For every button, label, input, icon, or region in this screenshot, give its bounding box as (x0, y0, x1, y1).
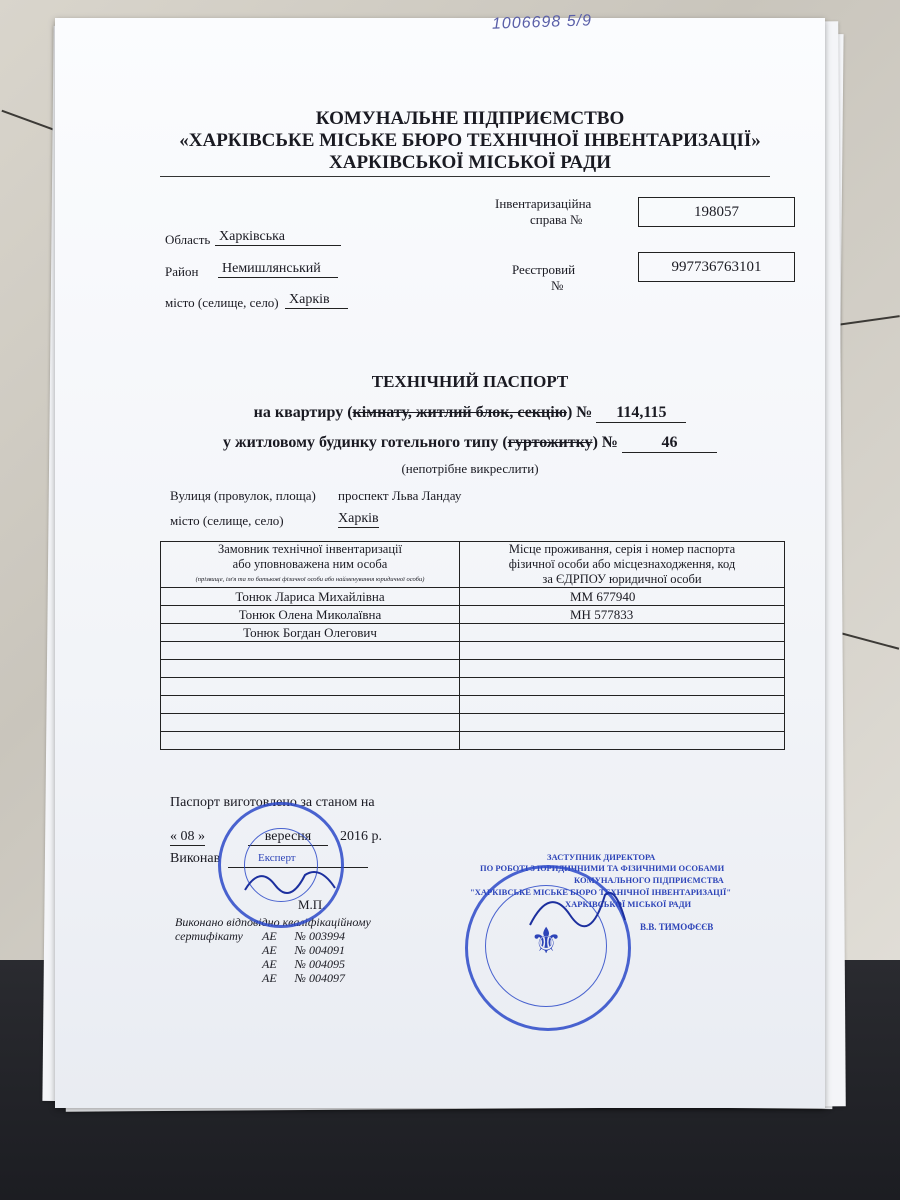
certificate-number: АЕ № 003994 (262, 929, 345, 943)
registry-label-2: № (551, 278, 564, 293)
owner-name (161, 714, 460, 732)
owner-doc (460, 642, 785, 660)
apartment-line (160, 404, 780, 423)
prepared-month: вересня (248, 829, 328, 846)
prepared-label: Паспорт виготовлено за станом на (170, 795, 375, 810)
building-struck-option: гуртожитку (507, 434, 593, 451)
prepared-day: « 08 » (170, 829, 205, 844)
signatory-company-prefix: КОМУНАЛЬНОГО ПІДПРИЄМСТВА (574, 875, 724, 885)
owner-doc (460, 624, 785, 642)
oblast-label: Область (165, 232, 211, 247)
official-signature-scribble (520, 875, 630, 945)
header-text: фізичної особи або місцезнаходження, код (508, 557, 736, 571)
table-row (161, 606, 785, 624)
table-row (161, 714, 785, 732)
registry-label-1: Реєстровий (512, 262, 576, 277)
executor-label: Виконав (170, 851, 221, 866)
signatory-title-3: "ХАРКІВСЬКЕ МІСЬКЕ БЮРО ТЕХНІЧНОЇ ІНВЕНТАРИЗАЦІЇ" (470, 887, 732, 897)
street-value: проспект Льва Ландау (338, 488, 462, 503)
owner-name: Тонюк Богдан Олегович (161, 624, 460, 642)
inventory-label-1: Інвентаризаційна (495, 196, 592, 211)
building-prefix: у житловому будинку готельного типу ( (223, 434, 508, 451)
owner-doc: ММ 677940 (460, 588, 785, 606)
strike-note: (непотрібне викреслити) (401, 461, 539, 476)
raion-label: Район (165, 264, 199, 279)
apartment-prefix: на квартиру ( (253, 404, 353, 421)
signatory-title-2: ПО РОБОТІ З ЮРИДИЧНИМИ ТА ФІЗИЧНИМИ ОСОБАМИ (480, 863, 725, 873)
column-header-passport (460, 542, 785, 588)
signatory-name: В.В. ТИМОФЄЄВ (640, 922, 714, 932)
certificate-number: АЕ № 004095 (262, 957, 345, 971)
owner-doc: МН 577833 (460, 606, 785, 624)
inventory-label-2: справа № (530, 212, 583, 227)
owner-doc (460, 660, 785, 678)
handwritten-number: 1006698 5/9 (491, 12, 593, 33)
header-line-2: «ХАРКІВСЬКЕ МІСЬКЕ БЮРО ТЕХНІЧНОЇ ІНВЕНТАРИЗАЦІЇ» (179, 130, 761, 151)
certificate-label-1: Виконано відповідно кваліфікаційному (175, 915, 371, 929)
owner-name (161, 732, 460, 750)
table-row (161, 624, 785, 642)
owner-doc (460, 696, 785, 714)
owner-doc (460, 714, 785, 732)
registry-number-box: 997736763101 (638, 252, 795, 282)
header-text: або уповноважена ним особа (232, 557, 388, 571)
owner-name: Тонюк Лариса Михайлівна (161, 588, 460, 606)
owner-doc (460, 678, 785, 696)
header-line-1: КОМУНАЛЬНЕ ПІДПРИЄМСТВО (315, 108, 625, 129)
raion-value: Немишлянський (218, 261, 338, 278)
signatory-title-1: ЗАСТУПНИК ДИРЕКТОРА (547, 852, 656, 862)
header-text: Місце проживання, серія і номер паспорта (508, 542, 736, 556)
expert-stamp-text: Експерт (258, 852, 296, 864)
mp-label: М.П. (298, 897, 326, 912)
address-city-value: Харків (338, 511, 379, 526)
apartment-number: 114,115 (596, 404, 686, 423)
header-hint: (прізвище, ім'я та по батькові фізичної особи або найменування юридичної особи) (195, 576, 425, 583)
owner-name: Тонюк Олена Миколаївна (161, 606, 460, 624)
column-header-customer (161, 542, 460, 588)
table-row (161, 732, 785, 750)
trident-icon: ⚜ (530, 921, 563, 961)
building-suffix: ) № (592, 434, 618, 451)
owner-name (161, 660, 460, 678)
oblast-value: Харківська (215, 229, 341, 246)
table-row (161, 678, 785, 696)
header-text: за ЄДРПОУ юридичної особи (542, 572, 702, 586)
owners-table (160, 541, 785, 750)
table-row (161, 642, 785, 660)
building-number: 46 (622, 434, 717, 453)
owner-name (161, 678, 460, 696)
apartment-struck-options: кімнату, житлий блок, секцію (352, 404, 567, 421)
certificate-number: АЕ № 004097 (262, 971, 345, 985)
certificate-number: АЕ № 004091 (262, 943, 345, 957)
address-city-label: місто (селище, село) (170, 513, 284, 528)
city-label: місто (селище, село) (165, 295, 279, 310)
table-row (161, 696, 785, 714)
certificate-label-2: сертифікату (175, 929, 243, 943)
header-rule (160, 176, 770, 177)
table-header-row (161, 542, 785, 588)
city-value: Харків (285, 292, 348, 309)
table-row (161, 588, 785, 606)
signatory-title-4: ХАРКІВСЬКОЇ МІСЬКОЇ РАДИ (565, 899, 692, 909)
owner-name (161, 696, 460, 714)
apartment-suffix: ) № (566, 404, 593, 421)
header-text: Замовник технічної інвентаризації (218, 542, 402, 556)
signature-scribble (240, 860, 350, 900)
passport-title: ТЕХНІЧНИЙ ПАСПОРТ (371, 372, 569, 391)
building-line (160, 434, 780, 453)
owner-doc (460, 732, 785, 750)
table-row (161, 660, 785, 678)
header-line-3: ХАРКІВСЬКОЇ МІСЬКОЇ РАДИ (329, 152, 611, 173)
owner-name (161, 642, 460, 660)
street-label: Вулиця (провулок, площа) (170, 488, 316, 503)
prepared-year: 2016 р. (340, 829, 382, 844)
inventory-number-box: 198057 (638, 197, 795, 227)
